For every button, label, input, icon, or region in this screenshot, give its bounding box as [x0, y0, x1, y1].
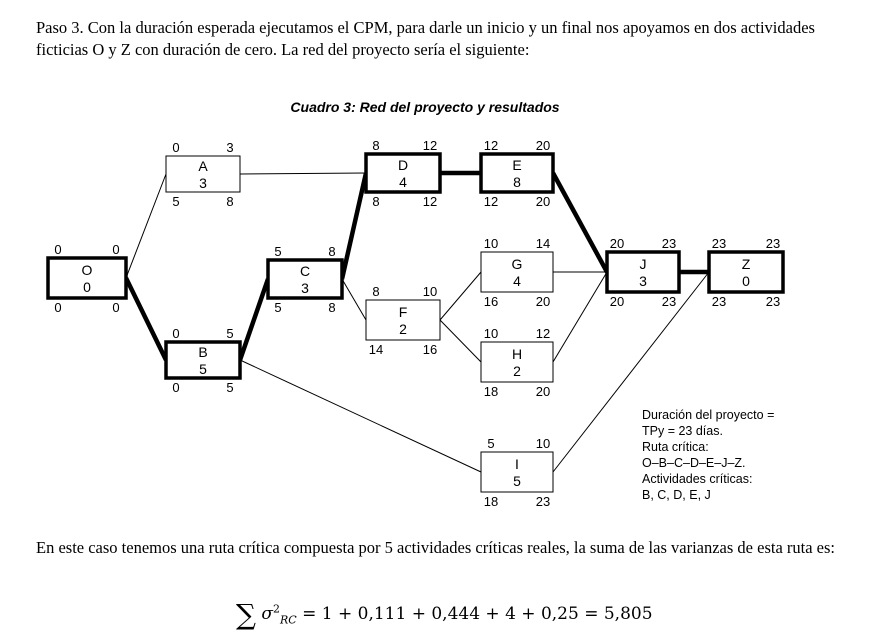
node-es: 5: [274, 244, 282, 259]
node-ef: 14: [535, 236, 551, 251]
node-ef: 20: [535, 138, 551, 153]
edge-o-b: [126, 278, 166, 360]
node-ef: 0: [112, 242, 120, 257]
edge-a-d: [240, 173, 366, 174]
node-es: 5: [487, 436, 495, 451]
node-c: [268, 244, 342, 315]
node-name: C: [299, 263, 311, 279]
edge-f-h: [440, 320, 481, 362]
node-es: 10: [483, 236, 499, 251]
node-es: 8: [372, 284, 380, 299]
node-ef: 10: [535, 436, 551, 451]
node-lf: 20: [535, 194, 551, 209]
legend-route-label: Ruta crítica:: [642, 440, 709, 454]
node-es: 10: [483, 326, 499, 341]
node-lf: 5: [226, 380, 234, 395]
node-ef: 3: [226, 140, 234, 155]
sigma-symbol: σ: [261, 604, 274, 624]
node-duration: 3: [199, 175, 207, 191]
formula-subscript: RC: [280, 613, 297, 627]
project-legend: [642, 408, 774, 502]
node-name: F: [398, 304, 408, 320]
node-i: [481, 436, 553, 509]
node-name: D: [397, 157, 409, 173]
node-ls: 18: [483, 494, 499, 509]
node-ef: 12: [535, 326, 551, 341]
node-duration: 0: [83, 279, 91, 295]
node-duration: 4: [399, 174, 407, 190]
edge-e-j: [553, 173, 607, 272]
node-duration: 8: [513, 174, 521, 190]
node-duration: 2: [399, 321, 407, 337]
node-lf: 8: [226, 194, 234, 209]
node-name: B: [198, 344, 208, 360]
node-es: 0: [172, 140, 180, 155]
node-lf: 23: [661, 294, 677, 309]
result-paragraph: En este caso tenemos una ruta crítica compuesta por 5 actividades críticas reales, la suma de las varianzas de esta ruta es:: [36, 538, 836, 557]
node-lf: 20: [535, 294, 551, 309]
formula-expression: = 1 + 0,111 + 0,444 + 4 + 0,25 = 5,805: [296, 604, 653, 624]
node-lf: 0: [112, 300, 120, 315]
node-ls: 8: [372, 194, 380, 209]
node-ls: 16: [483, 294, 499, 309]
node-duration: 3: [639, 273, 647, 289]
intro-paragraph: Paso 3. Con la duración esperada ejecutamos el CPM, para darle un inicio y un final nos apoyamos en dos actividades ficticias O y Z con duración de cero. La red del proyecto sería el siguiente:: [36, 18, 815, 59]
node-name: I: [515, 456, 519, 472]
node-a: [166, 140, 240, 209]
edge-c-f: [342, 279, 366, 320]
node-es: 23: [711, 236, 727, 251]
node-d: [366, 138, 440, 209]
node-j: [607, 236, 679, 309]
node-es: 20: [609, 236, 625, 251]
node-name: J: [639, 256, 647, 272]
node-ls: 14: [368, 342, 384, 357]
node-z: [709, 236, 783, 309]
node-ef: 5: [226, 326, 234, 341]
node-es: 12: [483, 138, 499, 153]
node-lf: 23: [535, 494, 551, 509]
edge-b-c: [240, 279, 268, 360]
node-lf: 23: [765, 294, 781, 309]
node-duration: 5: [199, 361, 207, 377]
legend-tpy: TPy = 23 días.: [642, 424, 723, 438]
node-es: 0: [172, 326, 180, 341]
node-ls: 23: [711, 294, 727, 309]
variance-formula: [236, 598, 653, 631]
legend-route: O–B–C–D–E–J–Z.: [642, 456, 746, 470]
node-f: [366, 284, 440, 357]
node-lf: 20: [535, 384, 551, 399]
node-duration: 2: [513, 363, 521, 379]
node-ef: 23: [765, 236, 781, 251]
node-ef: 8: [328, 244, 336, 259]
formula-exponent: 2: [273, 602, 281, 616]
node-ls: 0: [54, 300, 62, 315]
node-ef: 12: [422, 138, 438, 153]
node-g: [481, 236, 553, 309]
edge-f-g: [440, 272, 481, 320]
legend-duration: Duración del proyecto =: [642, 408, 775, 422]
node-duration: 0: [742, 273, 750, 289]
node-ls: 12: [483, 194, 499, 209]
node-es: 0: [54, 242, 62, 257]
node-b: [166, 326, 240, 395]
node-name: G: [511, 256, 523, 272]
legend-activities-label: Actividades críticas:: [642, 472, 753, 486]
edge-b-i: [240, 360, 481, 472]
node-ef: 23: [661, 236, 677, 251]
node-ls: 18: [483, 384, 499, 399]
node-name: Z: [741, 256, 751, 272]
node-name: A: [198, 158, 208, 174]
node-h: [481, 326, 553, 399]
diagram-title: Cuadro 3: Red del proyecto y resultados: [290, 99, 560, 115]
node-ls: 20: [609, 294, 625, 309]
node-lf: 16: [422, 342, 438, 357]
edge-o-a: [126, 174, 166, 278]
node-name: H: [511, 346, 523, 362]
node-lf: 12: [422, 194, 438, 209]
node-ls: 5: [172, 194, 180, 209]
node-duration: 5: [513, 473, 521, 489]
node-lf: 8: [328, 300, 336, 315]
edge-h-j: [553, 272, 607, 362]
edge-c-d: [342, 173, 366, 279]
legend-activities: B, C, D, E, J: [642, 488, 711, 502]
node-ls: 0: [172, 380, 180, 395]
node-duration: 4: [513, 273, 521, 289]
node-name: O: [81, 262, 93, 278]
node-o: [48, 242, 126, 315]
node-name: E: [512, 157, 522, 173]
summation-symbol: ∑: [236, 598, 256, 631]
node-es: 8: [372, 138, 380, 153]
node-e: [481, 138, 553, 209]
node-ef: 10: [422, 284, 438, 299]
node-ls: 5: [274, 300, 282, 315]
node-duration: 3: [301, 280, 309, 296]
